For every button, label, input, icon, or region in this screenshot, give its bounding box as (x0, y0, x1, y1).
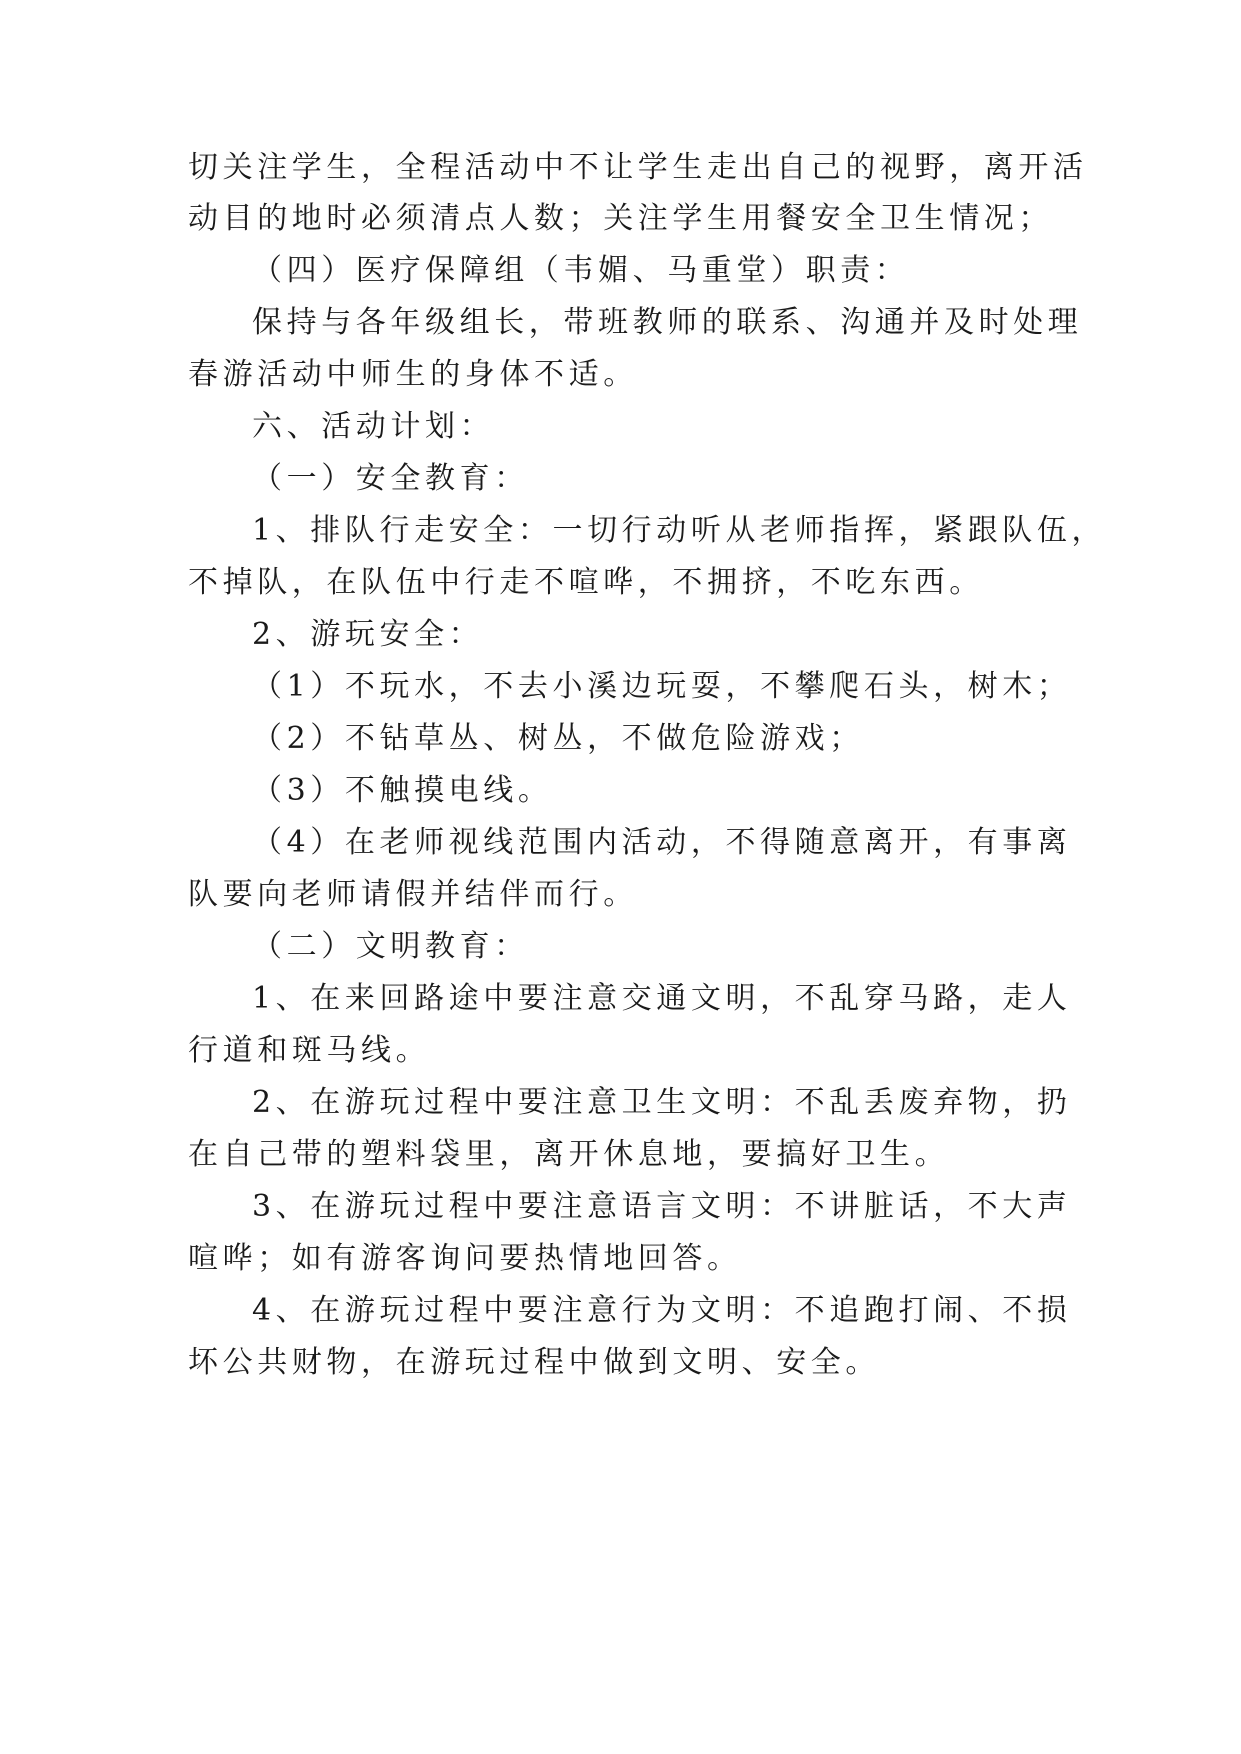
text-line: 坏公共财物，在游玩过程中做到文明、安全。 (188, 1345, 880, 1380)
list-item: （3）不触摸电线。 (252, 773, 553, 808)
text-line: 3、在游玩过程中要注意语言文明：不讲脏话，不大声 (252, 1189, 1072, 1224)
text-line: 切关注学生，全程活动中不让学生走出自己的视野，离开活 (188, 150, 1088, 185)
text-line: 队要向老师请假并结伴而行。 (188, 877, 638, 912)
section-heading: （四）医疗保障组（韦媚、马重堂）职责： (252, 253, 910, 288)
list-item: （4）在老师视线范围内活动，不得随意离开，有事离 (252, 825, 1072, 860)
text-line: 2、在游玩过程中要注意卫生文明：不乱丢废弃物，扔 (252, 1085, 1072, 1120)
text-line: 2、游玩安全： (252, 617, 484, 652)
text-line: 不掉队，在队伍中行走不喧哗，不拥挤，不吃东西。 (188, 565, 984, 600)
text-line: 春游活动中师生的身体不适。 (188, 357, 638, 392)
text-line: 在自己带的塑料袋里，离开休息地，要搞好卫生。 (188, 1137, 950, 1172)
text-line: 4、在游玩过程中要注意行为文明：不追跑打闹、不损 (252, 1293, 1072, 1328)
list-item: （2）不钻草丛、树丛，不做危险游戏； (252, 721, 864, 756)
text-line: 行道和斑马线。 (188, 1033, 431, 1068)
section-heading: （一）安全教育： (252, 461, 529, 496)
text-line: 保持与各年级组长，带班教师的联系、沟通并及时处理 (252, 305, 1083, 340)
text-line: 1、在来回路途中要注意交通文明，不乱穿马路，走人 (252, 981, 1072, 1016)
text-line: 动目的地时必须清点人数；关注学生用餐安全卫生情况； (188, 201, 1053, 236)
list-item: （1）不玩水，不去小溪边玩耍，不攀爬石头，树木； (252, 669, 1072, 704)
text-line: 喧哗；如有游客询问要热情地回答。 (188, 1241, 742, 1276)
section-heading: （二）文明教育： (252, 929, 529, 964)
text-line: 1、排队行走安全：一切行动听从老师指挥，紧跟队伍， (252, 513, 1107, 548)
section-heading: 六、活动计划： (252, 409, 495, 444)
